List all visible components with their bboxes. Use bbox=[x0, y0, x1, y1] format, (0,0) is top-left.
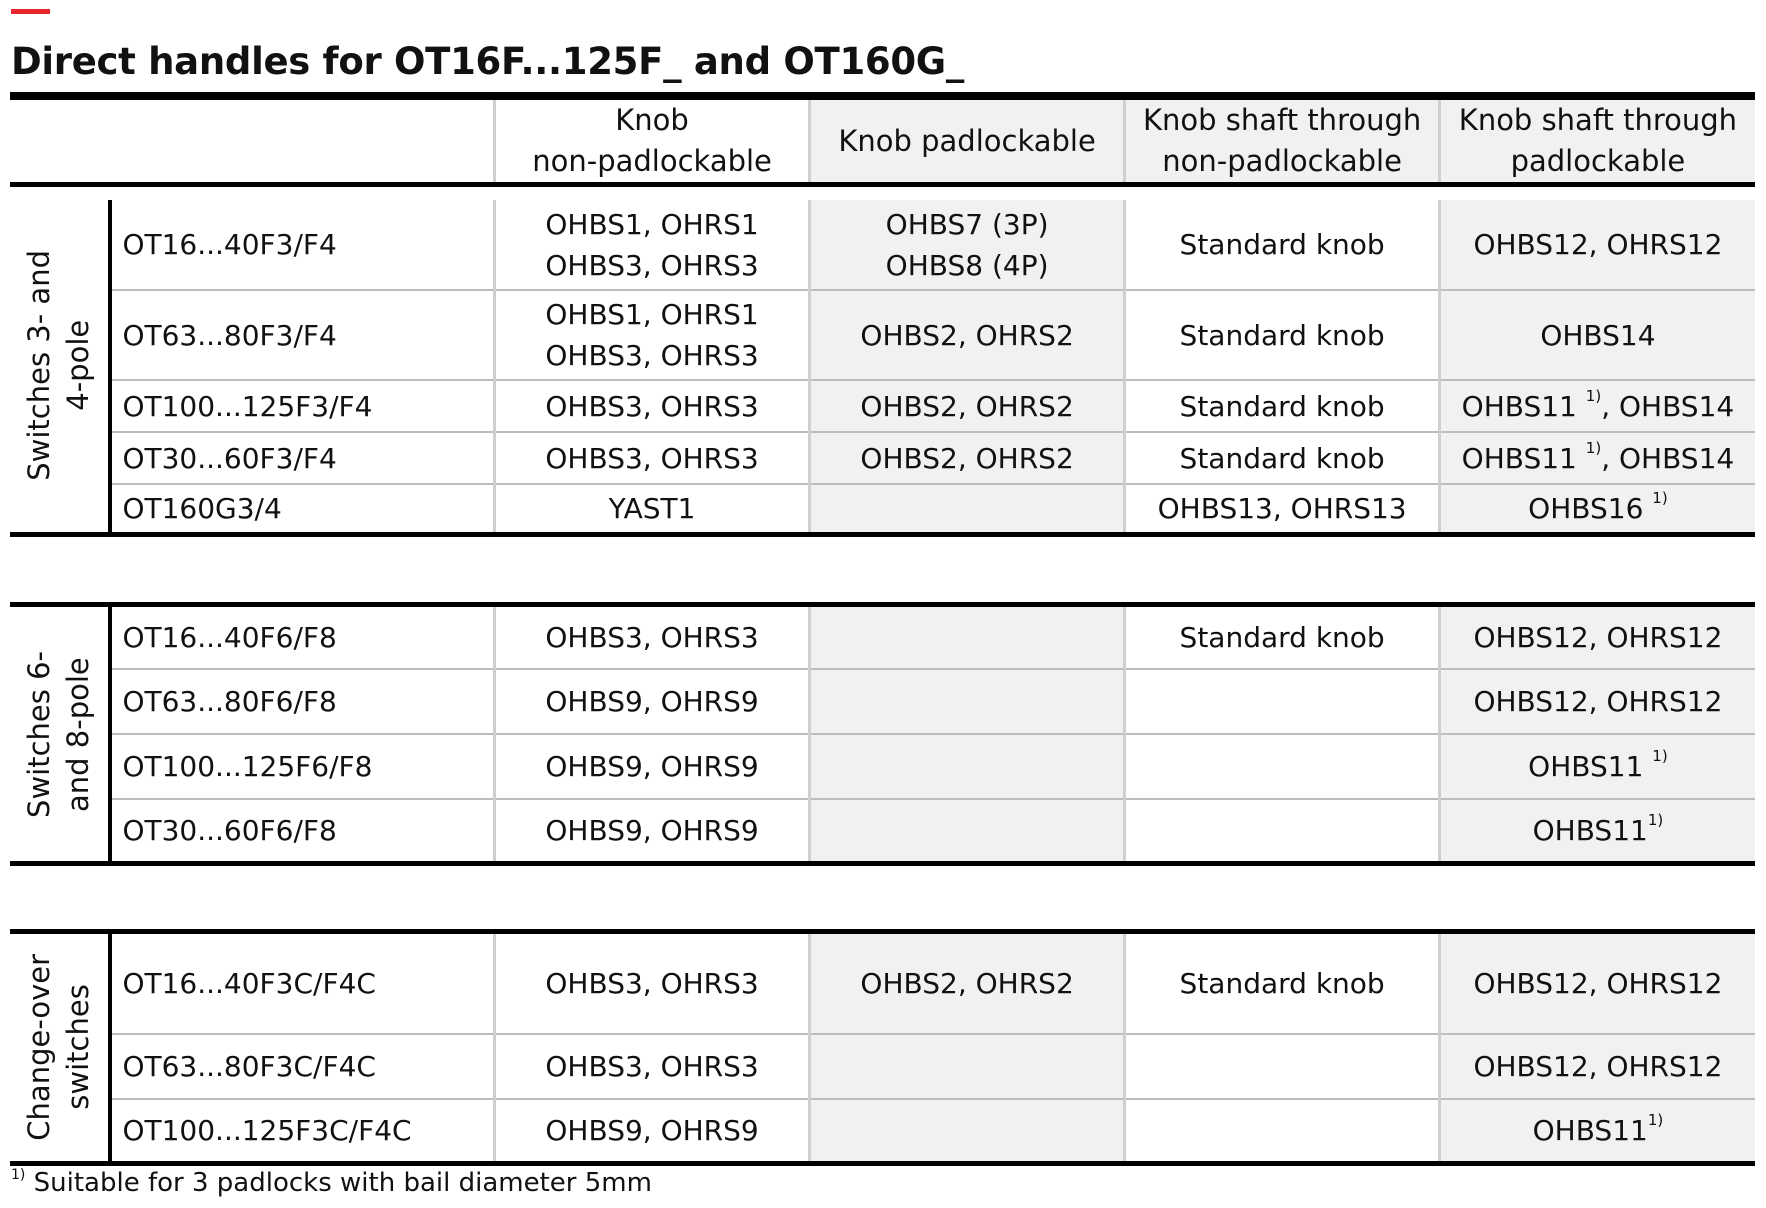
knob-np-cell: OHBS3, OHRS3 bbox=[495, 605, 809, 669]
footnote-marker: 1) bbox=[1647, 1111, 1664, 1130]
table-row bbox=[10, 1099, 1755, 1164]
shaft-p-cell: OHBS11 $^{1)}$ bbox=[1439, 734, 1755, 799]
page-title: Direct handles for OT16F...125F_ and OT160G_ bbox=[11, 40, 965, 83]
shaft-p-cell: OHBS11 $^{1)}$, OHBS14 bbox=[1439, 432, 1755, 484]
footnote bbox=[11, 1168, 652, 1198]
knob-p-cell: OHBS2, OHRS2 bbox=[809, 380, 1125, 432]
table-row bbox=[10, 432, 1755, 484]
knob-np-cell: OHBS9, OHRS9 bbox=[495, 799, 809, 864]
switch-type-cell: OT16...40F3C/F4C bbox=[110, 932, 494, 1034]
knob-np-cell: OHBS3, OHRS3 bbox=[495, 1034, 809, 1099]
knob-np-cell: OHBS3, OHRS3 bbox=[495, 432, 809, 484]
footnote-marker: 1) bbox=[1647, 811, 1664, 830]
knob-p-cell bbox=[809, 484, 1125, 534]
knob-p-cell bbox=[809, 605, 1125, 669]
footnote-text: Suitable for 3 padlocks with bail diameter 5mm bbox=[25, 1168, 652, 1198]
table-row bbox=[10, 1034, 1755, 1099]
knob-np-cell: OHBS1, OHRS1 OHBS3, OHRS3 bbox=[495, 290, 809, 380]
shaft-p-cell: OHBS14 bbox=[1439, 290, 1755, 380]
switch-type-cell: OT63...80F3C/F4C bbox=[110, 1034, 494, 1099]
shaft-p-cell: OHBS12, OHRS12 bbox=[1439, 200, 1755, 290]
group-label: Change-over switches bbox=[22, 954, 96, 1141]
group-label-cell bbox=[10, 605, 110, 864]
knob-p-cell bbox=[809, 799, 1125, 864]
knob-np-cell: OHBS9, OHRS9 bbox=[495, 669, 809, 734]
table-row bbox=[10, 200, 1755, 290]
header-shaft-padlockable: Knob shaft through padlockable bbox=[1439, 96, 1755, 185]
shaft-np-cell: OHBS13, OHRS13 bbox=[1125, 484, 1439, 534]
switch-type-cell: OT63...80F6/F8 bbox=[110, 669, 494, 734]
footnote-marker: 1) bbox=[1585, 387, 1602, 406]
shaft-np-cell: Standard knob bbox=[1125, 432, 1439, 484]
knob-np-cell: OHBS3, OHRS3 bbox=[495, 380, 809, 432]
footnote-marker: 1) bbox=[1652, 747, 1668, 766]
shaft-np-cell bbox=[1125, 1034, 1439, 1099]
shaft-np-cell bbox=[1125, 799, 1439, 864]
knob-np-cell: YAST1 bbox=[495, 484, 809, 534]
knob-p-cell bbox=[809, 1034, 1125, 1099]
shaft-p-cell: OHBS12, OHRS12 bbox=[1439, 1034, 1755, 1099]
table-row bbox=[10, 799, 1755, 864]
shaft-np-cell: Standard knob bbox=[1125, 932, 1439, 1034]
table-row bbox=[10, 734, 1755, 799]
shaft-p-cell: OHBS12, OHRS12 bbox=[1439, 669, 1755, 734]
shaft-np-cell bbox=[1125, 1099, 1439, 1164]
switch-type-cell: OT100...125F3C/F4C bbox=[110, 1099, 494, 1164]
knob-np-cell: OHBS9, OHRS9 bbox=[495, 1099, 809, 1164]
header-knob-non-padlockable: Knob non-padlockable bbox=[495, 96, 809, 185]
shaft-p-cell: OHBS11$^{1)}$ bbox=[1439, 1099, 1755, 1164]
shaft-p-cell: OHBS16 $^{1)}$ bbox=[1439, 484, 1755, 534]
group-label-cell bbox=[10, 932, 110, 1164]
knob-p-cell: OHBS7 (3P) OHBS8 (4P) bbox=[809, 200, 1125, 290]
knob-p-cell bbox=[809, 734, 1125, 799]
accent-bar bbox=[11, 9, 50, 14]
group-label-cell bbox=[10, 200, 110, 534]
switch-type-cell: OT63...80F3/F4 bbox=[110, 290, 494, 380]
header-knob-padlockable: Knob padlockable bbox=[809, 96, 1125, 185]
knob-p-cell bbox=[809, 1099, 1125, 1164]
knob-np-cell: OHBS9, OHRS9 bbox=[495, 734, 809, 799]
switch-type-cell: OT16...40F6/F8 bbox=[110, 605, 494, 669]
shaft-np-cell: Standard knob bbox=[1125, 380, 1439, 432]
switch-type-cell: OT16...40F3/F4 bbox=[110, 200, 494, 290]
switch-type-cell: OT100...125F6/F8 bbox=[110, 734, 494, 799]
header-blank-cell bbox=[10, 96, 495, 185]
footnote-marker: 1) bbox=[1585, 439, 1602, 458]
switch-type-cell: OT160G3/4 bbox=[110, 484, 494, 534]
knob-np-cell: OHBS3, OHRS3 bbox=[495, 932, 809, 1034]
header-row bbox=[10, 96, 1755, 185]
group-label: Switches 3- and 4-pole bbox=[22, 250, 96, 482]
header-shaft-non-padlockable: Knob shaft through non-padlockable bbox=[1125, 96, 1439, 185]
table-row bbox=[10, 932, 1755, 1034]
section-change-over bbox=[10, 929, 1755, 1166]
table-row bbox=[10, 380, 1755, 432]
group-label: Switches 6- and 8-pole bbox=[22, 650, 96, 818]
shaft-np-cell bbox=[1125, 669, 1439, 734]
shaft-p-cell: OHBS12, OHRS12 bbox=[1439, 605, 1755, 669]
header-table bbox=[10, 92, 1755, 187]
shaft-np-cell bbox=[1125, 734, 1439, 799]
switch-type-cell: OT30...60F3/F4 bbox=[110, 432, 494, 484]
table-row bbox=[10, 290, 1755, 380]
knob-p-cell: OHBS2, OHRS2 bbox=[809, 432, 1125, 484]
shaft-p-cell: OHBS12, OHRS12 bbox=[1439, 932, 1755, 1034]
switch-type-cell: OT100...125F3/F4 bbox=[110, 380, 494, 432]
shaft-np-cell: Standard knob bbox=[1125, 605, 1439, 669]
switch-type-cell: OT30...60F6/F8 bbox=[110, 799, 494, 864]
shaft-np-cell: Standard knob bbox=[1125, 200, 1439, 290]
footnote-marker: 1) bbox=[1652, 489, 1668, 508]
knob-p-cell: OHBS2, OHRS2 bbox=[809, 290, 1125, 380]
knob-p-cell: OHBS2, OHRS2 bbox=[809, 932, 1125, 1034]
table-row bbox=[10, 484, 1755, 534]
shaft-p-cell: OHBS11 $^{1)}$, OHBS14 bbox=[1439, 380, 1755, 432]
table-row bbox=[10, 605, 1755, 669]
table-row bbox=[10, 669, 1755, 734]
knob-p-cell bbox=[809, 669, 1125, 734]
section-6-8-pole bbox=[10, 602, 1755, 866]
shaft-p-cell: OHBS11$^{1)}$ bbox=[1439, 799, 1755, 864]
section-3-4-pole bbox=[10, 200, 1755, 537]
shaft-np-cell: Standard knob bbox=[1125, 290, 1439, 380]
knob-np-cell: OHBS1, OHRS1 OHBS3, OHRS3 bbox=[495, 200, 809, 290]
footnote-marker: 1) bbox=[11, 1167, 26, 1184]
